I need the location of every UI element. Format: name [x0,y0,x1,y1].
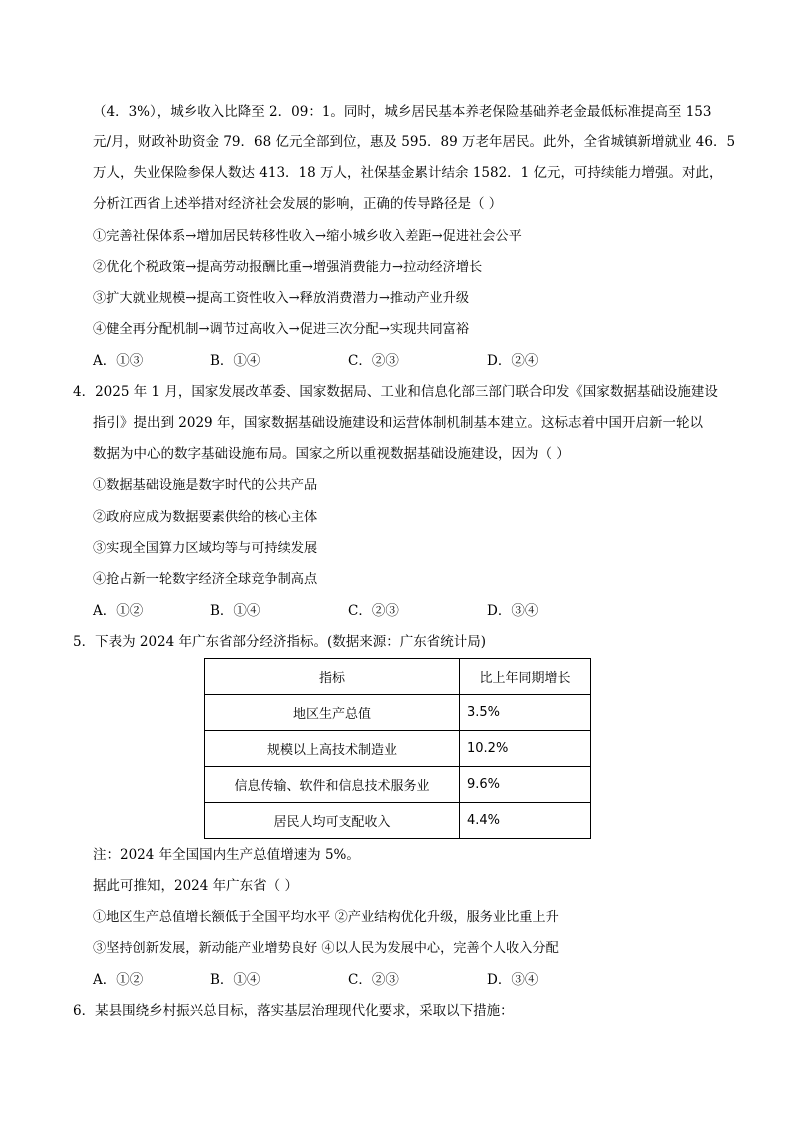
q3-line-4: 分析江西省上述举措对经济社会发展的影响，正确的传导路径是（ ） [93,196,503,212]
q5-option-line-2: ③坚持创新发展，新动能产业增势良好 ④以人民为发展中心，完善个人收入分配 [93,941,559,956]
q3-choice-b: B．①④ [210,353,261,369]
q4-option-1: ①数据基础设施是数字时代的公共产品 [93,478,318,493]
table-row [205,731,591,767]
table-cell-growth: 4.4% [460,803,591,839]
q5-choice-a: A．①② [93,972,144,988]
table-header-growth: 比上年同期增长 [460,659,591,695]
q5-choice-c: C．②③ [348,972,399,988]
q5-choice-d: D．③④ [487,972,539,988]
q4-option-2: ②政府应成为数据要素供给的核心主体 [93,510,318,525]
q5-stem: 5．下表为 2024 年广东省部分经济指标。(数据来源：广东省统计局) [73,634,487,650]
table-cell-growth: 3.5% [460,695,591,731]
q4-choice-d: D．③④ [487,603,539,619]
table-header-row [205,659,591,695]
q6-stem: 6．某县围绕乡村振兴总目标，落实基层治理现代化要求，采取以下措施： [73,1003,514,1019]
q3-option-3: ③扩大就业规模→提高工资性收入→释放消费潜力→推动产业升级 [93,291,470,306]
q4-choice-b: B．①④ [210,603,261,619]
q5-option-line-1: ①地区生产总值增长额低于全国平均水平 ②产业结构优化升级，服务业比重上升 [93,910,559,925]
table-row [205,767,591,803]
table-cell-indicator: 居民人均可支配收入 [205,803,460,839]
q3-option-4: ④健全再分配机制→调节过高收入→促进三次分配→实现共同富裕 [93,322,470,337]
q5-choice-b: B．①④ [210,972,261,988]
table-header-indicator: 指标 [205,659,460,695]
q4-choice-a: A．①② [93,603,144,619]
q4-line-1: 4．2025 年 1 月，国家发展改革委、国家数据局、工业和信息化部三部门联合印发《国家数据基础设施建设 [73,384,718,400]
table-cell-indicator: 地区生产总值 [205,695,460,731]
table-cell-growth: 10.2% [460,731,591,767]
q3-choice-c: C．②③ [348,353,399,369]
q3-option-2: ②优化个税政策→提高劳动报酬比重→增强消费能力→拉动经济增长 [93,260,483,275]
table-cell-indicator: 规模以上高技术制造业 [205,731,460,767]
q4-option-3: ③实现全国算力区域均等与可持续发展 [93,541,318,556]
q4-line-2: 指引》提出到 2029 年，国家数据基础设施建设和运营体制机制基本建立。这标志着中国开启新一轮以 [93,415,703,431]
table-cell-indicator: 信息传输、软件和信息技术服务业 [205,767,460,803]
table-row [205,803,591,839]
q3-line-3: 万人，失业保险参保人数达 413．18 万人，社保基金累计结余 1582．1 亿元，可持续能力增强。对此， [93,165,723,181]
q3-option-1: ①完善社保体系→增加居民转移性收入→缩小城乡收入差距→促进社会公平 [93,229,522,244]
q5-note: 注：2024 年全国国内生产总值增速为 5%。 [93,847,360,863]
q3-choice-a: A．①③ [93,353,144,369]
q4-choice-c: C．②③ [348,603,399,619]
table-cell-growth: 9.6% [460,767,591,803]
q4-line-3: 数据为中心的数字基础设施布局。国家之所以重视数据基础设施建设，因为（ ） [93,446,570,462]
q5-question: 据此可推知，2024 年广东省（ ） [93,878,298,894]
indicator-table [204,658,591,839]
q3-line-1: （4．3%），城乡收入比降至 2．09：1。同时，城乡居民基本养老保险基础养老金最低标准提高至 153 [93,104,712,120]
q3-line-2: 元/月，财政补助资金 79．68 亿元全部到位，惠及 595．89 万老年居民。此外，全省城镇新增就业 46．5 [93,134,736,150]
table-row [205,695,591,731]
q3-choice-d: D．②④ [487,353,539,369]
q4-option-4: ④抢占新一轮数字经济全球竞争制高点 [93,572,318,587]
